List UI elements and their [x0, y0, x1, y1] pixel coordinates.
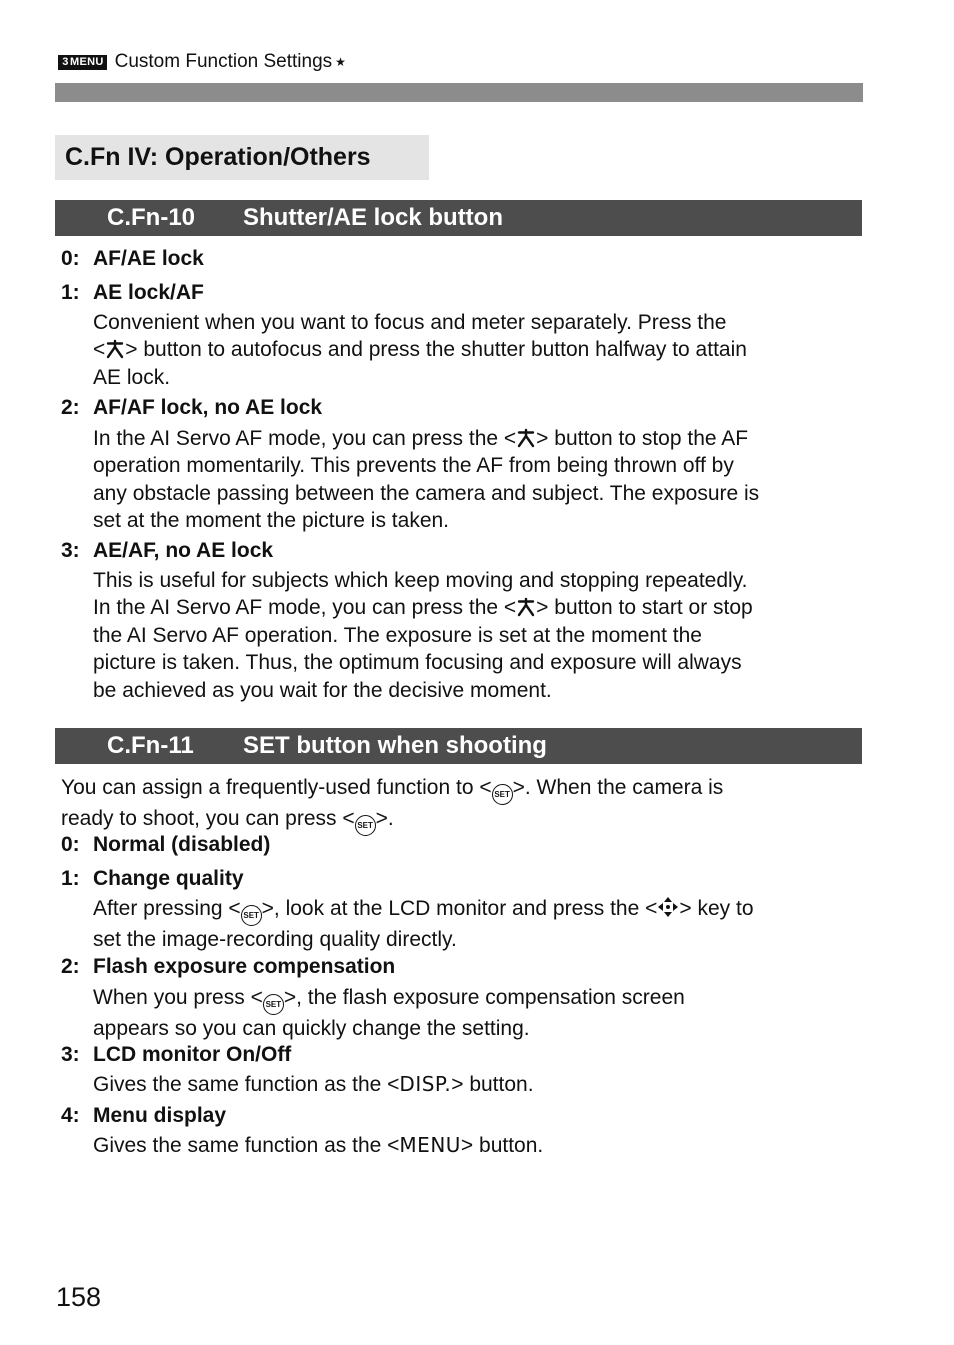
desc-text: >. When the camera is — [512, 776, 724, 799]
fn11-intro — [61, 774, 861, 836]
desc-text: > button. — [451, 1073, 534, 1096]
desc-line — [93, 984, 863, 1015]
desc-line: set the image-recording quality directly. — [93, 928, 457, 952]
fn10-option-3-description — [93, 567, 863, 704]
desc-text: >, the flash exposure compensation screen — [283, 986, 685, 1009]
fn11-code: C.Fn-11 — [107, 732, 194, 759]
desc-line: picture is taken. Thus, the optimum focusing and exposure will always — [93, 651, 742, 675]
option-number: 1: — [61, 867, 80, 890]
desc-line: set at the moment the picture is taken. — [93, 509, 450, 533]
option-number: 2: — [61, 955, 80, 978]
desc-text: In the AI Servo AF mode, you can press the < — [93, 427, 517, 450]
desc-line — [93, 1071, 863, 1098]
fn10-option-3 — [61, 537, 273, 565]
desc-line — [93, 336, 863, 363]
desc-text: When you press < — [93, 986, 263, 1009]
option-label: Menu display — [93, 1104, 227, 1127]
option-number: 3: — [61, 539, 80, 562]
ae-lock-star-icon — [105, 339, 125, 359]
desc-text: You can assign a frequently-used function to < — [61, 776, 492, 799]
desc-line: the AI Servo AF operation. The exposure is set at the moment the — [93, 623, 702, 647]
set-button-icon: SET — [263, 994, 284, 1015]
fn11-name: SET button when shooting — [243, 732, 547, 759]
desc-line: operation momentarily. This prevents the AF from being thrown off by — [93, 454, 734, 478]
menu-tab-number: 3 — [62, 56, 69, 68]
menu-tab-badge — [58, 55, 107, 70]
cross-keys-icon — [657, 896, 679, 918]
option-number: 3: — [61, 1043, 80, 1066]
option-label: Change quality — [93, 867, 244, 890]
desc-line — [93, 1132, 863, 1159]
desc-text: >, look at the LCD monitor and press the < — [261, 897, 658, 920]
ae-lock-star-icon — [516, 428, 536, 448]
fn11-heading — [55, 728, 862, 764]
desc-line: AE lock. — [93, 365, 171, 389]
option-label: Normal (disabled) — [93, 833, 271, 856]
fn11-option-0 — [61, 831, 270, 859]
set-button-icon: SET — [355, 815, 376, 836]
desc-line — [61, 774, 861, 805]
fn11-option-2 — [61, 953, 395, 981]
option-number: 0: — [61, 247, 80, 270]
desc-line: appears so you can quickly change the setting. — [93, 1017, 530, 1041]
ae-lock-star-icon — [516, 597, 536, 617]
fn10-option-1 — [61, 279, 204, 307]
desc-text: Gives the same function as the < — [93, 1073, 400, 1096]
option-label: AF/AE lock — [93, 247, 204, 270]
fn10-option-2 — [61, 394, 322, 422]
fn11-option-3 — [61, 1041, 291, 1069]
desc-text: > button to autofocus and press the shutter button halfway to attain — [125, 338, 747, 362]
header-rule — [55, 83, 863, 102]
option-number: 1: — [61, 281, 80, 304]
option-label: AE lock/AF — [93, 281, 204, 304]
fn11-option-4 — [61, 1102, 226, 1130]
desc-line — [93, 425, 863, 452]
fn11-option-3-description — [93, 1071, 863, 1098]
option-number: 4: — [61, 1104, 80, 1127]
fn11-option-4-description — [93, 1132, 863, 1159]
fn11-option-1-description — [93, 895, 863, 954]
option-label: AF/AF lock, no AE lock — [93, 396, 323, 419]
disp-button-icon: DISP. — [399, 1072, 452, 1096]
option-label: LCD monitor On/Off — [93, 1043, 292, 1066]
fn10-option-0 — [61, 245, 204, 273]
fn11-option-1 — [61, 865, 244, 893]
fn11-option-2-description — [93, 984, 863, 1043]
desc-line — [93, 594, 863, 621]
running-header-title: Custom Function Settings — [114, 51, 333, 72]
desc-text: > key to — [679, 897, 754, 920]
desc-text: ready to shoot, you can press < — [61, 807, 355, 831]
fn10-option-1-description — [93, 309, 863, 391]
group-heading — [55, 135, 429, 180]
option-number: 2: — [61, 396, 80, 419]
desc-line: This is useful for subjects which keep moving and stopping repeatedly. — [93, 569, 748, 592]
running-header — [58, 50, 346, 74]
menu-button-icon: MENU — [399, 1133, 461, 1157]
desc-line: be achieved as you wait for the decisive moment. — [93, 678, 552, 702]
option-label: AE/AF, no AE lock — [93, 539, 274, 562]
desc-line: Convenient when you want to focus and meter separately. Press the — [93, 311, 727, 334]
group-title: C.Fn IV: Operation/Others — [65, 143, 371, 171]
fn10-code: C.Fn-10 — [107, 204, 196, 231]
desc-text: >. — [375, 807, 394, 831]
set-button-icon: SET — [241, 905, 262, 926]
option-number: 0: — [61, 833, 80, 856]
desc-line: any obstacle passing between the camera and subject. The exposure is — [93, 481, 760, 505]
page-number: 158 — [56, 1282, 102, 1312]
fn10-name: Shutter/AE lock button — [243, 204, 503, 231]
option-label: Flash exposure compensation — [93, 955, 396, 978]
set-button-icon: SET — [492, 784, 513, 805]
desc-text: > button to start or stop — [536, 596, 753, 620]
desc-text: < — [93, 338, 106, 362]
desc-text: After pressing < — [93, 897, 241, 920]
advanced-star-mark: ★ — [335, 55, 346, 69]
desc-text: > button. — [460, 1134, 544, 1157]
desc-text: In the AI Servo AF mode, you can press the < — [93, 596, 517, 620]
desc-text: Gives the same function as the < — [93, 1134, 400, 1157]
fn10-heading — [55, 200, 862, 236]
desc-text: > button to stop the AF — [536, 427, 749, 450]
desc-line — [93, 895, 863, 926]
menu-badge-label: MENU — [70, 56, 104, 68]
fn10-option-2-description — [93, 425, 863, 535]
